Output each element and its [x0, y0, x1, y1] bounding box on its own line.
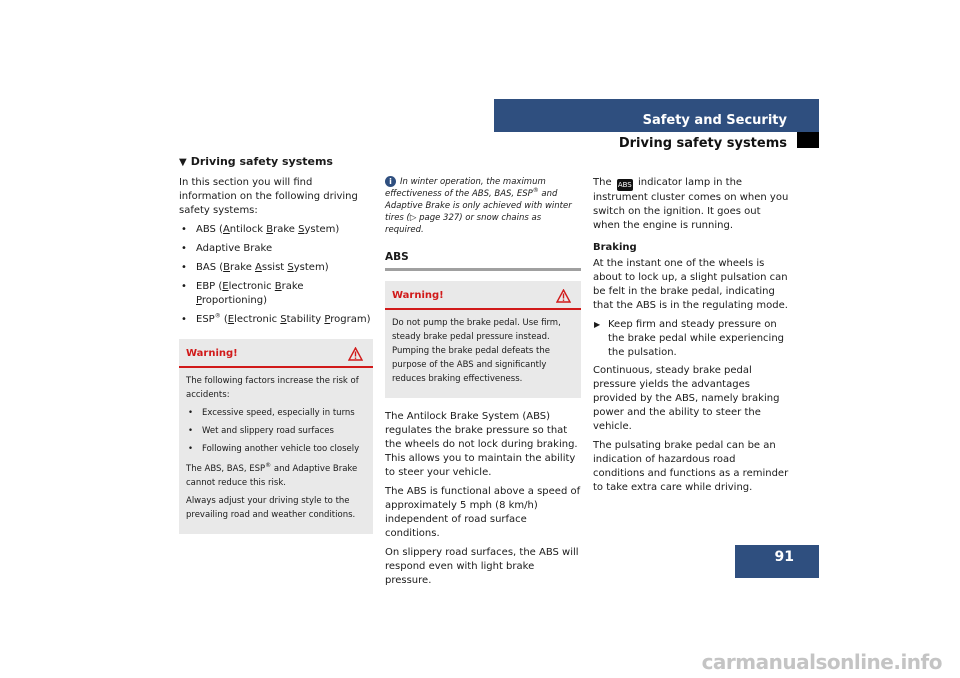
watermark: carmanualsonline.info [701, 650, 942, 674]
warning-intro: The following factors increase the risk of accidents: [186, 376, 359, 400]
section-title: Safety and Security [642, 113, 787, 128]
warning-header [179, 339, 373, 368]
list-item: • ABS (Antilock Brake System) [179, 223, 373, 237]
warning-box [385, 281, 581, 398]
subsection-title: Driving safety systems [618, 136, 787, 151]
page-number-box [735, 545, 819, 578]
right-column [593, 176, 789, 500]
warning-text: The ABS, BAS, ESP® and Adaptive Brake cannot reduce this risk. [186, 462, 358, 488]
body-paragraph: Continuous, steady brake pedal pressure yields the advantages provided by the ABS, namely braking power and the ability to steer the vehicle. [593, 365, 780, 432]
list-item: • EBP (Electronic Brake Proportioning) [179, 280, 373, 308]
body-paragraph: The Antilock Brake System (ABS) regulates the brake pressure so that the wheels do not lock during braking. This allows you to maintain the ability to steer your vehicle. [385, 411, 578, 478]
section-tab-marker [797, 132, 819, 148]
section-heading: ▼ Driving safety systems [179, 155, 333, 168]
body-paragraph: At the instant one of the wheels is about to lock up, a slight pulsation can be felt in the brake pedal, indicating that the ABS is in the regulating mode. [593, 258, 788, 311]
warning-text: Do not pump the brake pedal. Use firm, steady brake pedal pressure instead. Pumping the brake pedal defeats the purpose of the ABS and significantly reduces braking effectiveness. [392, 318, 561, 384]
triangle-down-icon: ▼ [179, 157, 187, 168]
warning-text: Always adjust your driving style to the prevailing road and weather conditions. [186, 496, 356, 520]
info-icon: i [385, 176, 396, 187]
warning-box [179, 339, 373, 534]
risk-list [186, 406, 363, 456]
warning-title: Warning! [392, 290, 444, 301]
left-column [179, 155, 373, 534]
list-item: • ESP® (Electronic Stability Program) [179, 313, 373, 327]
list-item: • Adaptive Brake [179, 242, 373, 256]
warning-triangle-icon [348, 347, 363, 361]
list-item: • Following another vehicle too closely [186, 442, 363, 456]
list-item: • Wet and slippery road surfaces [186, 424, 363, 438]
list-item: • Excessive speed, especially in turns [186, 406, 363, 420]
warning-header [385, 281, 581, 310]
braking-heading: Braking [593, 242, 637, 253]
systems-list [179, 223, 373, 327]
info-note: i In winter operation, the maximum effectiveness of the ABS, BAS, ESP® and Adaptive Brake is only achieved with winter tires (▷ page 327) or snow chains as required. [385, 177, 572, 235]
middle-column [385, 176, 581, 593]
lamp-paragraph: The ABS indicator lamp in the instrument cluster comes on when you switch on the ignition. It goes out when the engine is running. [593, 177, 789, 231]
list-item: • BAS (Brake Assist System) [179, 261, 373, 275]
action-list [593, 318, 789, 360]
body-paragraph: The ABS is functional above a speed of approximately 5 mph (8 km/h) independent of road surface conditions. [385, 486, 581, 539]
body-paragraph: The pulsating brake pedal can be an indication of hazardous road conditions and functions as a reminder to take extra care while driving. [593, 440, 789, 493]
page-number: 91 [774, 549, 794, 565]
intro-text: In this section you will find information on the following driving safety systems: [179, 177, 358, 216]
abs-heading: ABS [385, 250, 581, 271]
warning-triangle-icon [556, 289, 571, 303]
abs-indicator-icon: ABS [617, 181, 632, 189]
body-paragraph: On slippery road surfaces, the ABS will respond even with light brake pressure. [385, 547, 579, 586]
action-item: ▶ Keep firm and steady pressure on the brake pedal while experiencing the pulsation. [593, 318, 789, 360]
warning-title: Warning! [186, 348, 238, 359]
